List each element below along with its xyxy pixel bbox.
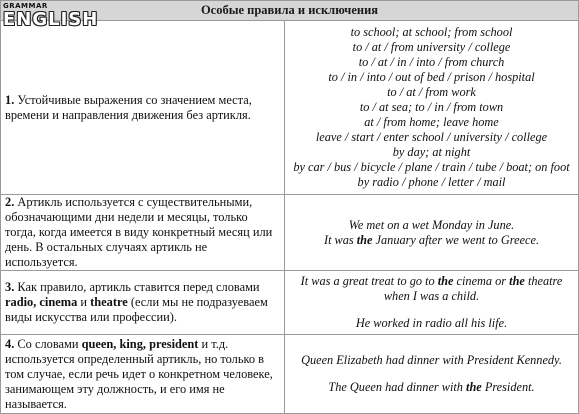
table-row: [1, 195, 579, 271]
example-line: The Queen had dinner with the President.: [328, 380, 535, 394]
example-line: Queen Elizabeth had dinner with President Kennedy.: [301, 353, 562, 367]
example-line: He worked in radio all his life.: [355, 316, 508, 330]
english-logo: [3, 2, 107, 36]
table-title: Особые правила и исключения: [1, 1, 579, 21]
rule-text: Артикль используется с существительными, обозначающими дни недели и месяцы, только тогда, когда имеется в виду конкретный месяц или день. В остальных случаях артикль не используется.: [5, 195, 273, 269]
example-line: to / at sea; to / in / from town: [359, 100, 504, 114]
rule-description: [1, 195, 285, 271]
rule-examples: [285, 271, 579, 335]
example-line: to / at / from university / college: [352, 40, 511, 54]
example-line: to / at / in / into / from church: [358, 55, 505, 69]
example-line: to / in / into / out of bed / prison / hospital: [328, 70, 535, 84]
example-line: by car / bus / bicycle / plane / train / tube / boat; on foot: [293, 160, 570, 174]
rule-number: 3.: [5, 280, 15, 294]
table-row: [1, 21, 579, 195]
table-row: [1, 271, 579, 335]
rule-number: 4.: [5, 336, 15, 351]
rule-examples: [285, 195, 579, 271]
example-line: It was the January after we went to Greece.: [323, 232, 540, 247]
rule-description: 3. Как правило, артикль ставится перед словами radio, cinema и theatre (если мы не подразуеваем виды искусства или профессии).: [1, 271, 285, 335]
example-line: to school; at school; from school: [350, 25, 513, 39]
example-line: by radio / phone / letter / mail: [357, 175, 506, 189]
rule-text: Устойчивые выражения со значением места, времени и направления движения без артикля.: [5, 92, 252, 122]
example-line: leave / start / enter school / university / college: [315, 130, 548, 144]
example-line: to / at / from work: [387, 85, 476, 99]
rule-examples: [285, 21, 579, 195]
example-line: by day; at night: [392, 145, 471, 159]
logo-big-text: ENGLISH: [3, 9, 99, 30]
example-line: It was a great treat to go to the cinema or the theatre when I was a child.: [300, 274, 563, 303]
rule-description: [1, 21, 285, 195]
rule-number: 1.: [5, 92, 15, 107]
rule-examples: [285, 335, 579, 414]
example-line: We met on a wet Monday in June.: [348, 217, 515, 232]
table-row: [1, 335, 579, 414]
example-line: at / from home; leave home: [364, 115, 499, 129]
rule-number: 2.: [5, 195, 15, 209]
logo-small-text: GRAMMAR: [3, 2, 48, 10]
rule-description: 4. Со словами queen, king, president и т.д. используется определенный артикль, но только в том случае, если речь идет о конкретном человеке, занимающем эту должность, и его имя не называется.: [1, 335, 285, 414]
